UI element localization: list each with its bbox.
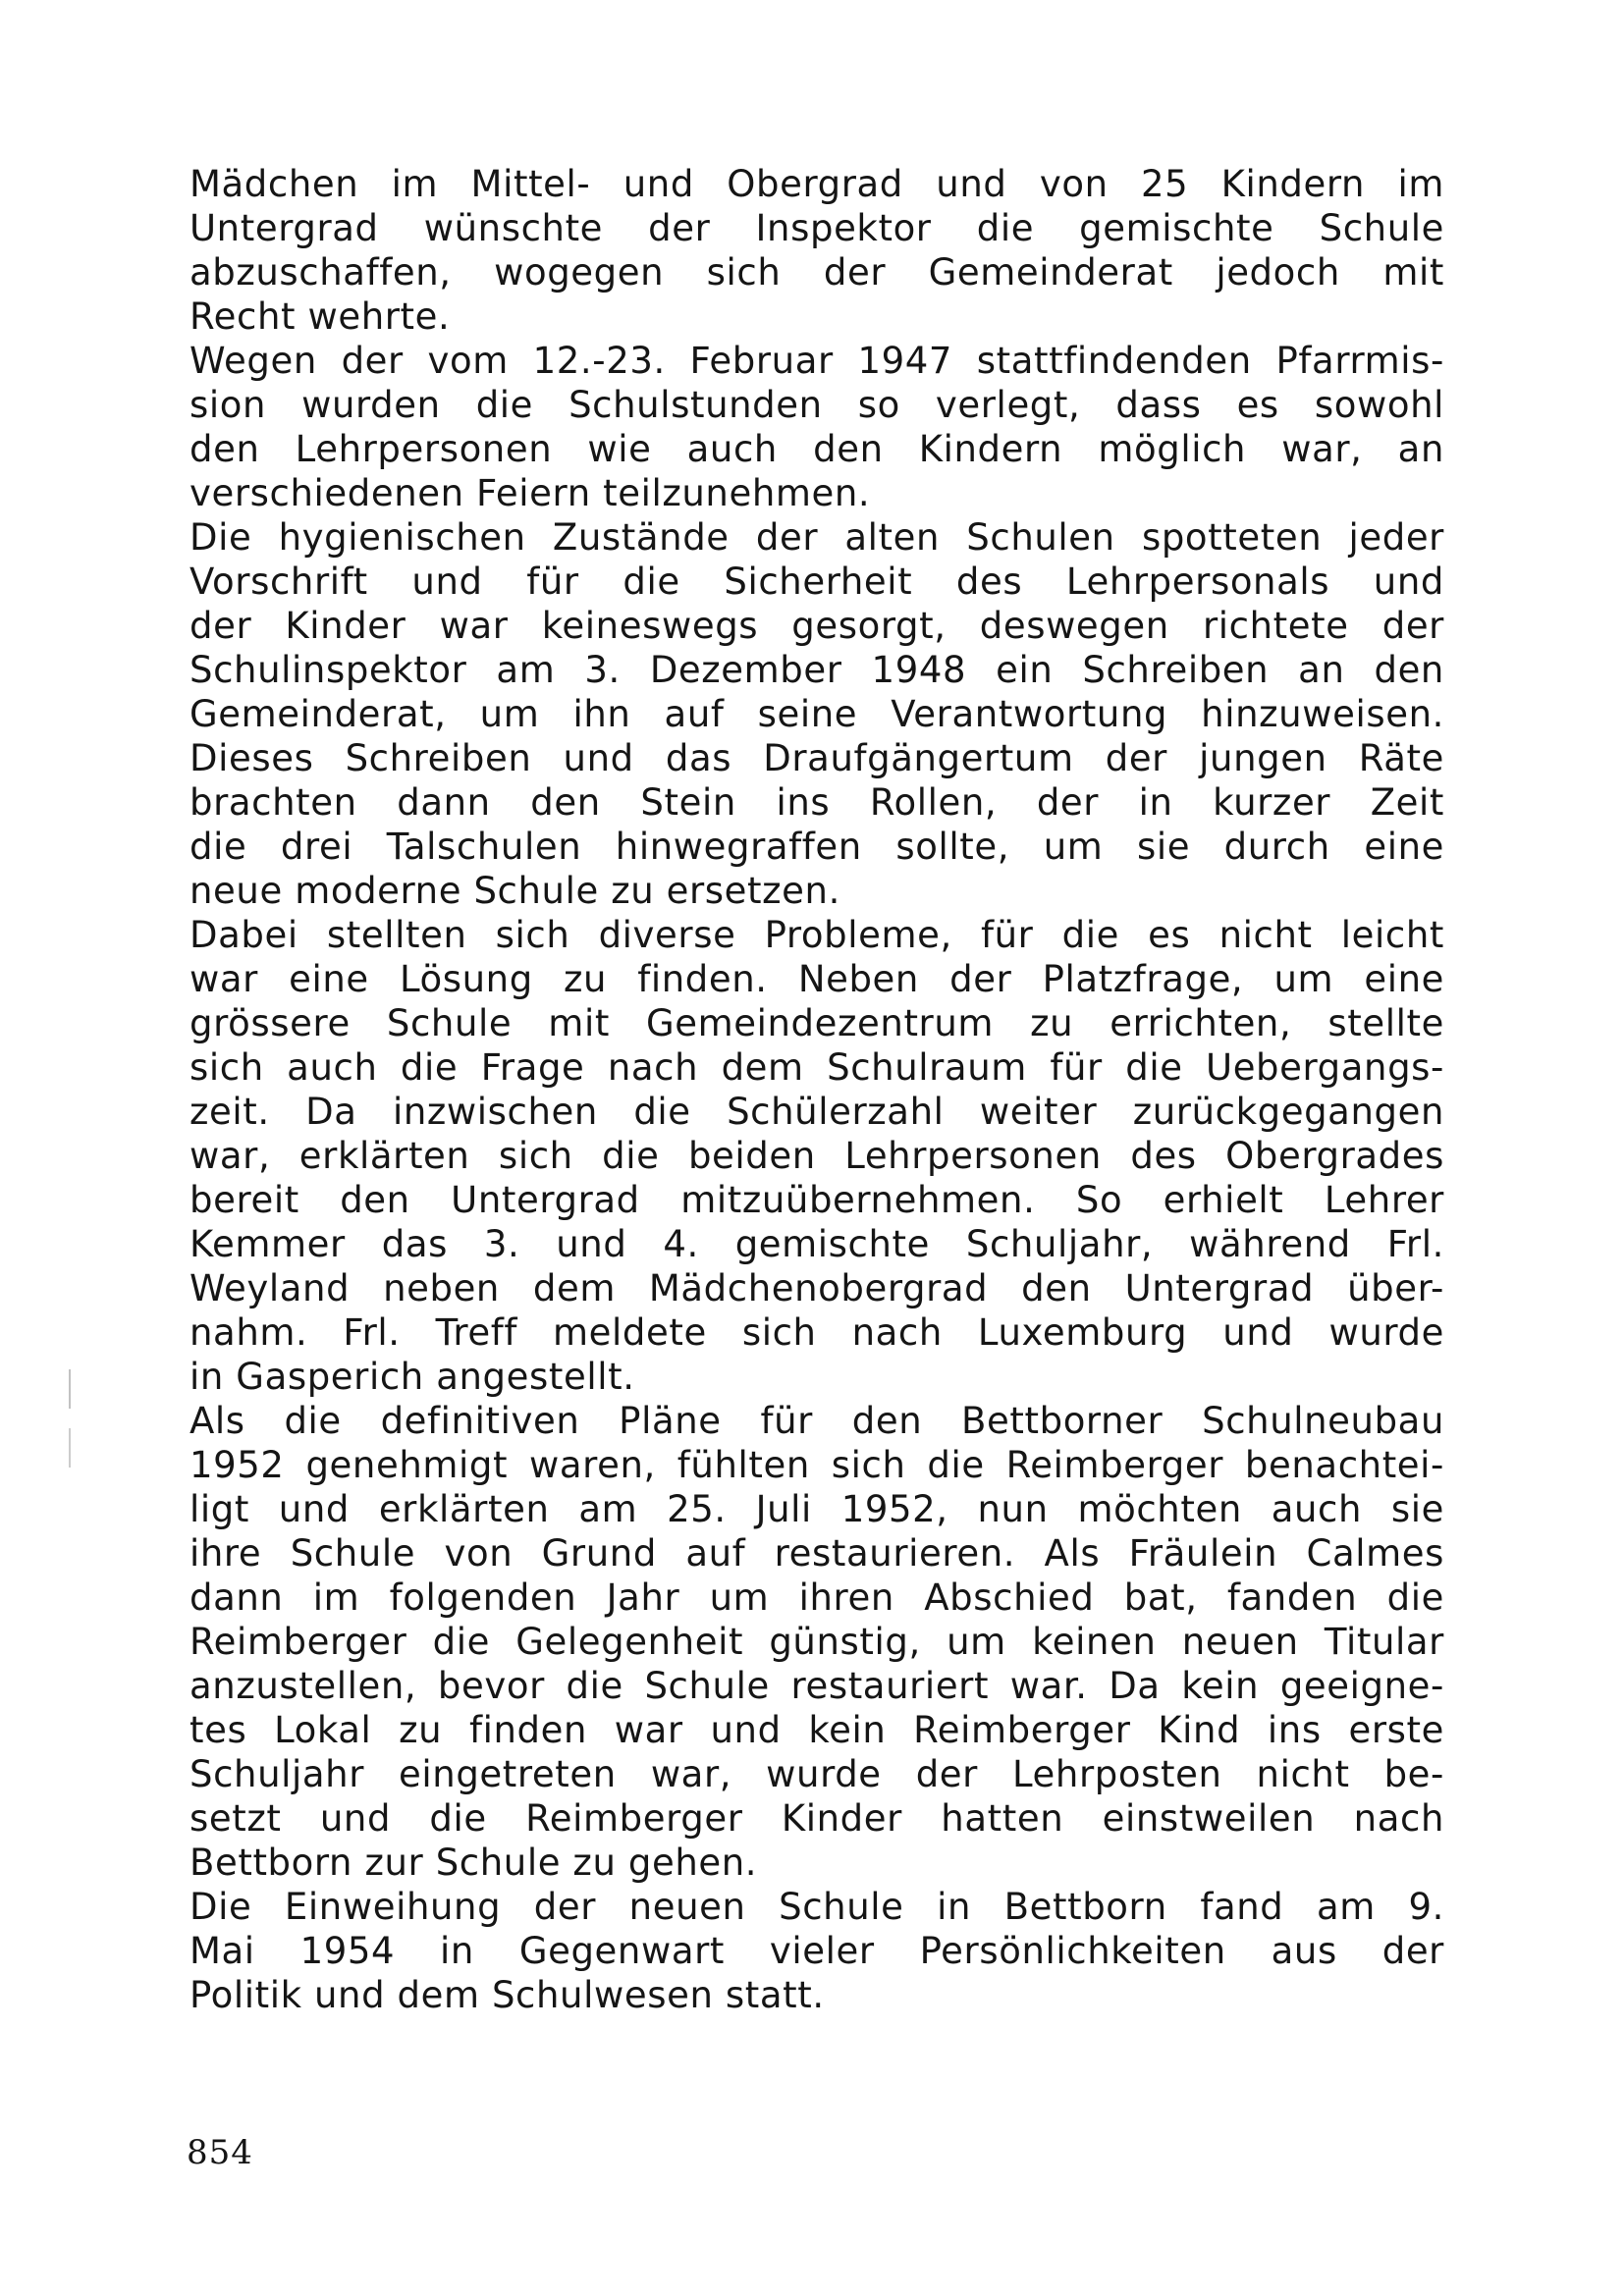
text-line: Gemeinderat, um ihn auf seine Verantwortung hinzuweisen. bbox=[189, 693, 1444, 735]
text-line: Die Einweihung der neuen Schule in Bettborn fand am 9. bbox=[189, 1886, 1444, 1928]
paragraph-2 bbox=[189, 339, 1444, 515]
text-line: war, erklärten sich die beiden Lehrpersonen des Obergrades bbox=[189, 1135, 1444, 1177]
text-line: verschiedenen Feiern teilzunehmen. bbox=[189, 472, 871, 514]
paragraph-6 bbox=[189, 1885, 1444, 2017]
text-line: Kemmer das 3. und 4. gemischte Schuljahr, während Frl. bbox=[189, 1223, 1444, 1265]
text-line: Dabei stellten sich diverse Probleme, für die es nicht leicht bbox=[189, 914, 1444, 956]
text-line: Reimberger die Gelegenheit günstig, um keinen neuen Titular bbox=[189, 1621, 1444, 1663]
text-line: Die hygienischen Zustände der alten Schulen spotteten jeder bbox=[189, 516, 1444, 559]
paragraph-1 bbox=[189, 162, 1444, 339]
text-line: sion wurden die Schulstunden so verlegt, dass es sowohl bbox=[189, 384, 1444, 426]
text-line: den Lehrpersonen wie auch den Kindern möglich war, an bbox=[189, 428, 1444, 470]
text-line: zeit. Da inzwischen die Schülerzahl weiter zurückgegangen bbox=[189, 1091, 1444, 1133]
text-line: tes Lokal zu finden war und kein Reimberger Kind ins erste bbox=[189, 1709, 1444, 1751]
text-line: Wegen der vom 12.-23. Februar 1947 stattfindenden Pfarrmis- bbox=[189, 340, 1444, 382]
text-line: sich auch die Frage nach dem Schulraum für die Uebergangs- bbox=[189, 1046, 1444, 1089]
text-line: der Kinder war keineswegs gesorgt, deswegen richtete der bbox=[189, 605, 1444, 647]
paragraph-4 bbox=[189, 913, 1444, 1399]
text-line: neue moderne Schule zu ersetzen. bbox=[189, 870, 840, 912]
page-number: 854 bbox=[187, 2133, 253, 2172]
text-line: grössere Schule mit Gemeindezentrum zu errichten, stellte bbox=[189, 1002, 1444, 1044]
text-line: bereit den Untergrad mitzuübernehmen. So erhielt Lehrer bbox=[189, 1179, 1444, 1221]
text-line: dann im folgenden Jahr um ihren Abschied bat, fanden die bbox=[189, 1576, 1444, 1619]
body-text bbox=[189, 162, 1444, 2017]
text-line: ihre Schule von Grund auf restaurieren. Als Fräulein Calmes bbox=[189, 1532, 1444, 1575]
text-line: war eine Lösung zu finden. Neben der Platzfrage, um eine bbox=[189, 958, 1444, 1000]
text-line: in Gasperich angestellt. bbox=[189, 1356, 635, 1398]
text-line: abzuschaffen, wogegen sich der Gemeinderat jedoch mit bbox=[189, 251, 1444, 294]
text-line: Bettborn zur Schule zu gehen. bbox=[189, 1842, 758, 1884]
text-line: Untergrad wünschte der Inspektor die gemischte Schule bbox=[189, 207, 1444, 249]
text-line: Weyland neben dem Mädchenobergrad den Untergrad über- bbox=[189, 1267, 1444, 1309]
text-line: ligt und erklärten am 25. Juli 1952, nun möchten auch sie bbox=[189, 1488, 1444, 1530]
text-line: 1952 genehmigt waren, fühlten sich die Reimberger benachtei- bbox=[189, 1444, 1444, 1486]
text-line: Als die definitiven Pläne für den Bettborner Schulneubau bbox=[189, 1400, 1444, 1442]
text-line: Vorschrift und für die Sicherheit des Lehrpersonals und bbox=[189, 561, 1444, 603]
text-line: setzt und die Reimberger Kinder hatten einstweilen nach bbox=[189, 1797, 1444, 1840]
text-line: Schuljahr eingetreten war, wurde der Lehrposten nicht be- bbox=[189, 1753, 1444, 1795]
text-line: brachten dann den Stein ins Rollen, der in kurzer Zeit bbox=[189, 781, 1444, 824]
text-line: Recht wehrte. bbox=[189, 295, 451, 338]
text-line: die drei Talschulen hinwegraffen sollte, um sie durch eine bbox=[189, 826, 1444, 868]
paragraph-3 bbox=[189, 515, 1444, 913]
text-line: Politik und dem Schulwesen statt. bbox=[189, 1974, 825, 2016]
text-line: nahm. Frl. Treff meldete sich nach Luxemburg und wurde bbox=[189, 1311, 1444, 1354]
scan-edge-mark bbox=[69, 1369, 71, 1468]
text-line: Mädchen im Mittel- und Obergrad und von 25 Kindern im bbox=[189, 163, 1444, 205]
text-line: Dieses Schreiben und das Draufgängertum der jungen Räte bbox=[189, 737, 1444, 779]
text-line: anzustellen, bevor die Schule restauriert war. Da kein geeigne- bbox=[189, 1665, 1444, 1707]
text-line: Mai 1954 in Gegenwart vieler Persönlichkeiten aus der bbox=[189, 1930, 1444, 1972]
paragraph-5 bbox=[189, 1399, 1444, 1885]
text-line: Schulinspektor am 3. Dezember 1948 ein Schreiben an den bbox=[189, 649, 1444, 691]
